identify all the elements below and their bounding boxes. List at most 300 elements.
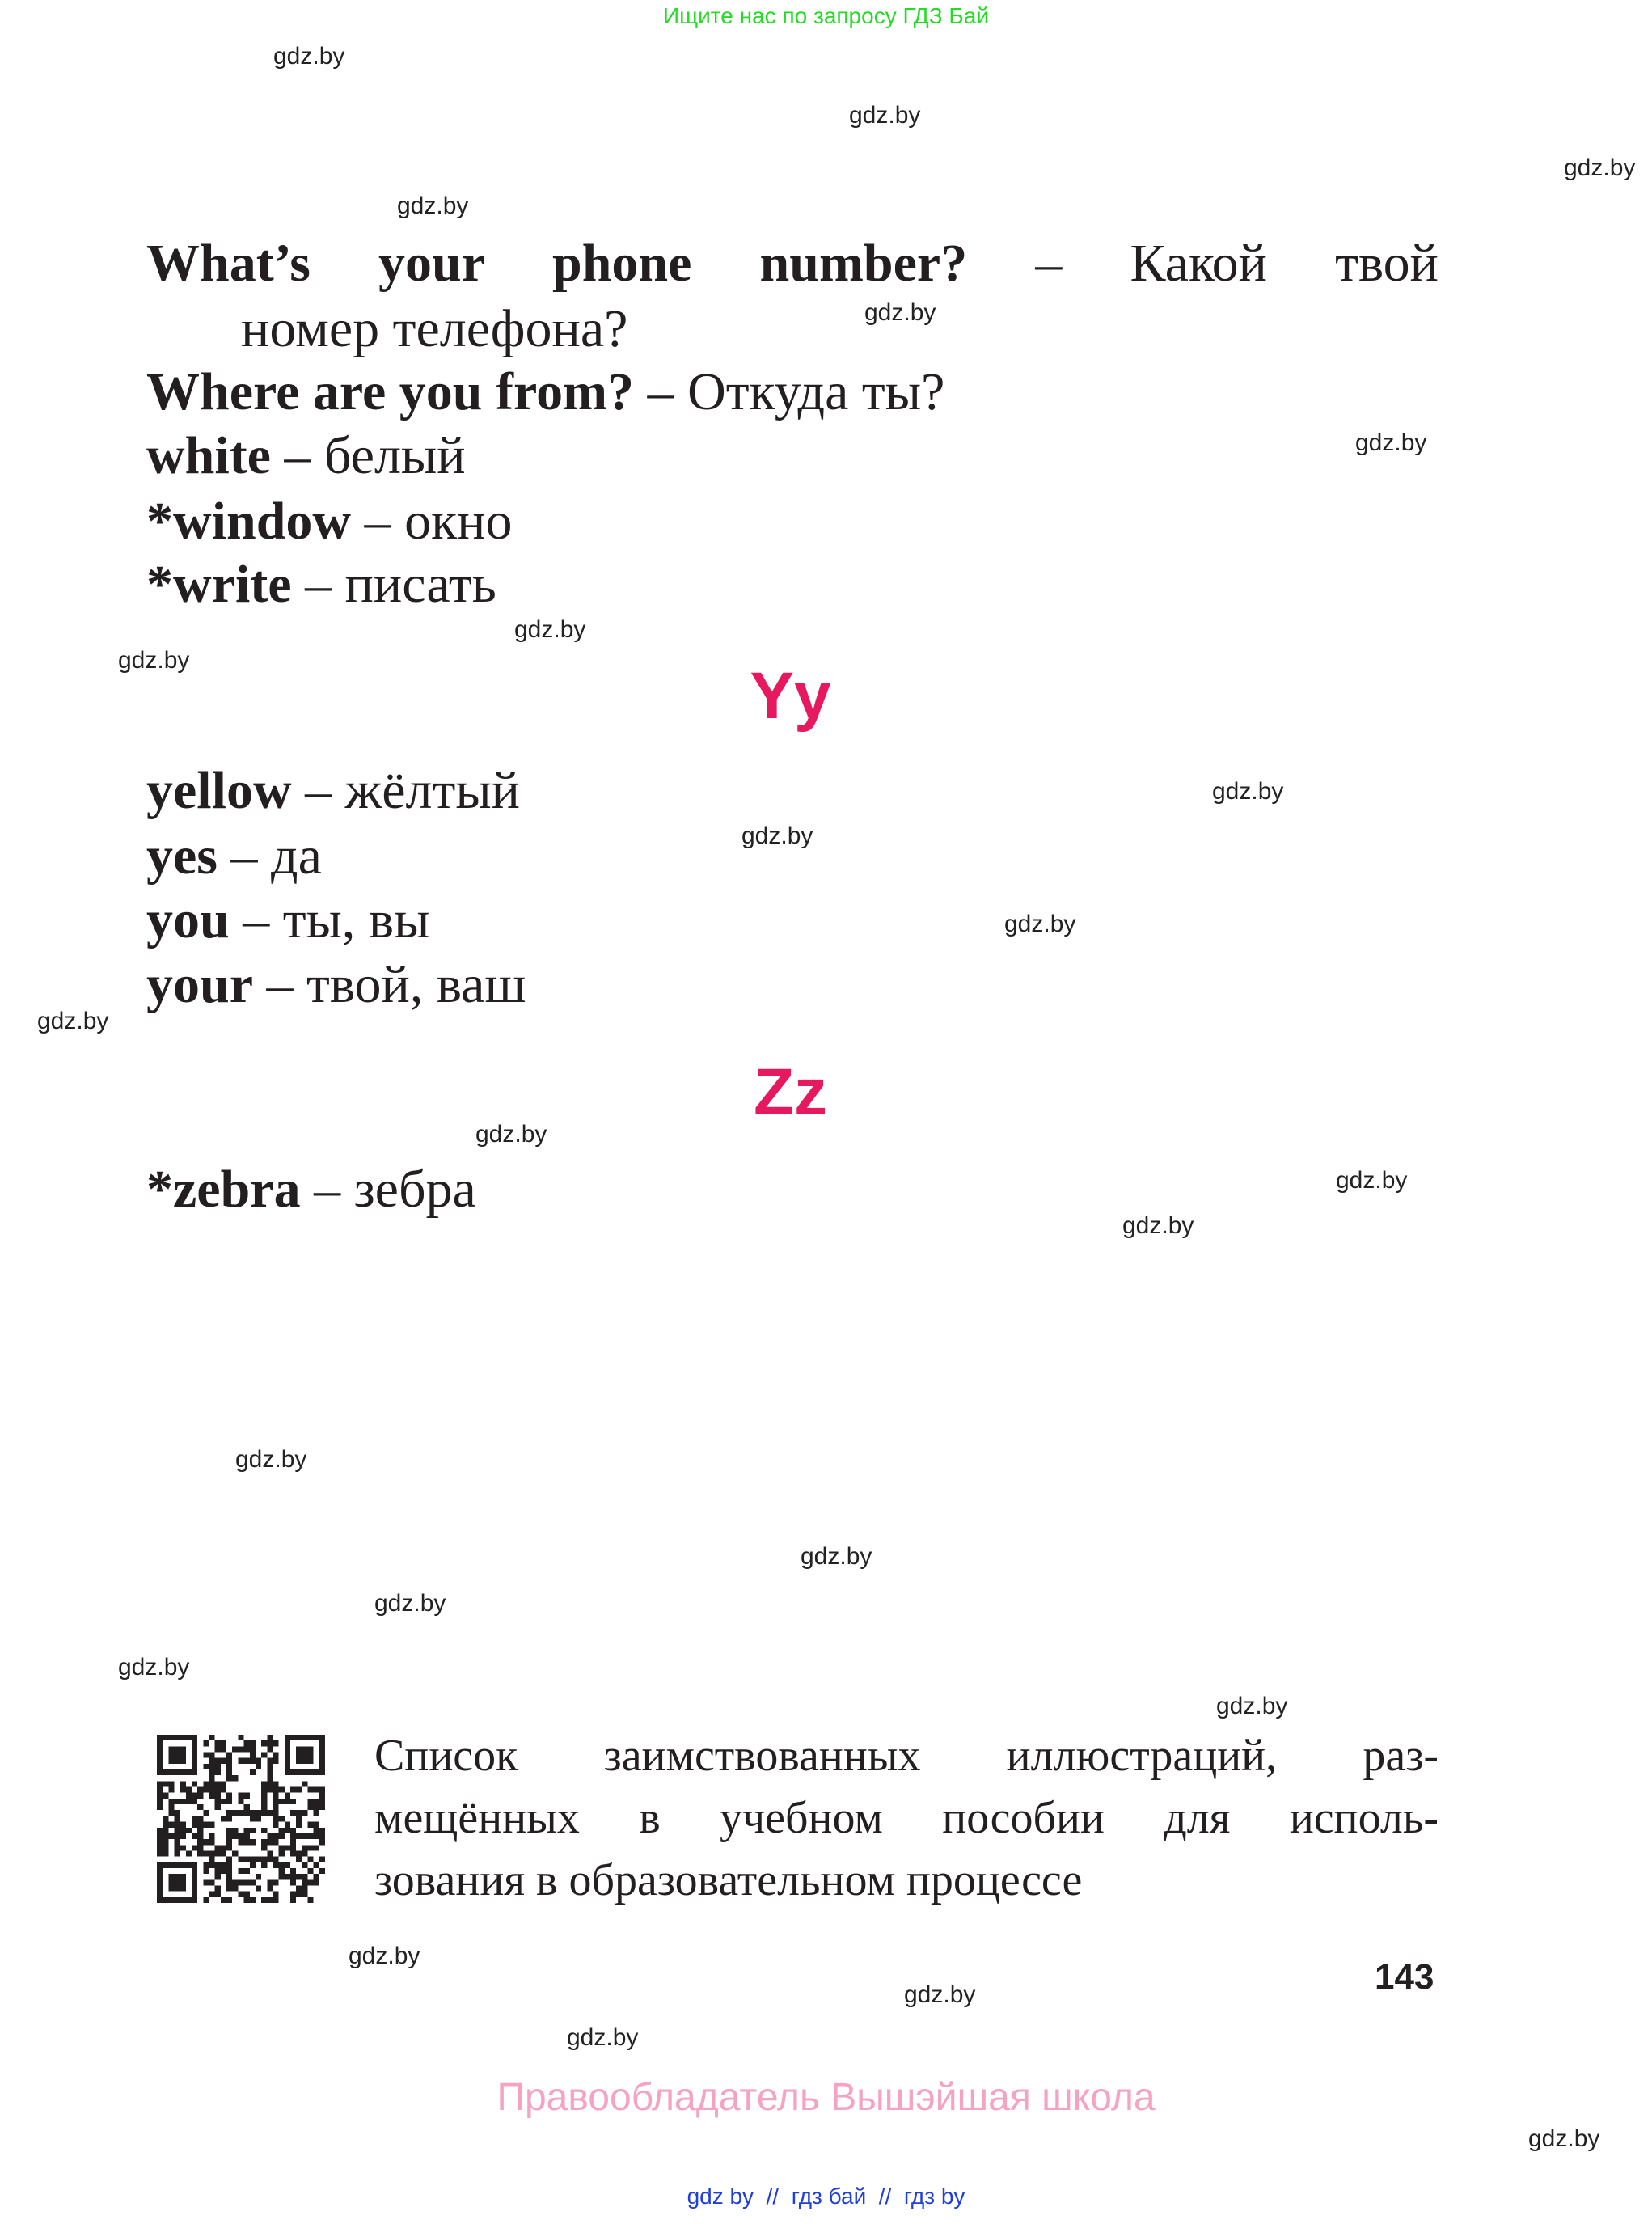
qr-module (307, 1879, 313, 1885)
watermark: gdz.by (475, 1121, 547, 1148)
qr-module (232, 1746, 238, 1752)
qr-module (279, 1874, 285, 1879)
qr-module (250, 1753, 256, 1758)
qr-module (232, 1885, 238, 1891)
qr-module (186, 1828, 192, 1833)
qr-module (215, 1850, 221, 1856)
qr-module (314, 1804, 319, 1810)
term: Where are you from? (146, 362, 635, 421)
vocab-entry (146, 761, 520, 820)
qr-module (273, 1753, 278, 1758)
qr-module (226, 1879, 232, 1885)
qr-module (273, 1897, 278, 1903)
qr-module (221, 1740, 226, 1746)
qr-module (157, 1793, 163, 1799)
watermark: gdz.by (273, 43, 345, 70)
qr-module (157, 1828, 163, 1833)
watermark: gdz.by (801, 1543, 872, 1570)
separator: – (291, 761, 345, 820)
qr-module (232, 1828, 238, 1833)
qr-module (186, 1787, 192, 1793)
qr-module (180, 1799, 186, 1804)
qr-module (267, 1810, 273, 1816)
qr-module (285, 1828, 290, 1833)
qr-module (168, 1781, 174, 1786)
qr-module (290, 1839, 296, 1845)
qr-module (186, 1850, 192, 1856)
qr-module (203, 1764, 209, 1769)
qr-module (221, 1816, 226, 1821)
qr-module (168, 1799, 174, 1804)
qr-module (307, 1804, 313, 1810)
qr-module (238, 1799, 243, 1804)
qr-module (261, 1753, 267, 1758)
qr-module (244, 1839, 250, 1845)
qr-module (302, 1850, 307, 1856)
qr-module (314, 1828, 319, 1833)
qr-module (197, 1787, 203, 1793)
qr-module (267, 1740, 273, 1746)
qr-module (226, 1753, 232, 1758)
term: *window (146, 492, 352, 551)
qr-module (244, 1897, 250, 1903)
qr-module (267, 1764, 273, 1769)
qr-module (157, 1799, 163, 1804)
qr-module (226, 1845, 232, 1850)
translation: писать (344, 555, 496, 614)
qr-module (314, 1787, 319, 1793)
translation: Откуда ты? (687, 362, 945, 421)
separator: – (270, 426, 324, 485)
qr-module (273, 1740, 278, 1746)
watermark: gdz.by (118, 1654, 190, 1681)
qr-module (279, 1862, 285, 1868)
qr-module (186, 1793, 192, 1799)
qr-module (261, 1799, 267, 1804)
qr-module (215, 1764, 221, 1769)
qr-module (203, 1897, 209, 1903)
qr-module (209, 1758, 215, 1764)
qr-module (267, 1787, 273, 1793)
qr-module (250, 1769, 256, 1775)
qr-module (175, 1810, 180, 1816)
qr-module (267, 1746, 273, 1752)
qr-module (197, 1845, 203, 1850)
qr-module (232, 1833, 238, 1839)
qr-module (302, 1879, 307, 1885)
qr-module (226, 1862, 232, 1868)
qr-module (285, 1822, 290, 1828)
qr-module (209, 1862, 215, 1868)
qr-module (215, 1787, 221, 1793)
qr-module (232, 1850, 238, 1856)
qr-module (221, 1781, 226, 1786)
qr-module (192, 1845, 197, 1850)
qr-module (215, 1793, 221, 1799)
qr-module (285, 1793, 290, 1799)
qr-module (226, 1758, 232, 1764)
qr-module (203, 1740, 209, 1746)
watermark: gdz.by (1336, 1167, 1408, 1194)
footer-links[interactable]: gdz by // гдз бай // гдз by (687, 2184, 965, 2209)
qr-module (163, 1816, 168, 1821)
qr-module (273, 1833, 278, 1839)
qr-module (290, 1799, 296, 1804)
qr-module (256, 1885, 261, 1891)
qr-module (163, 1845, 168, 1850)
qr-module (261, 1897, 267, 1903)
separator: – (351, 492, 405, 551)
watermark: gdz.by (1528, 2125, 1600, 2152)
qr-module (273, 1857, 278, 1862)
qr-module (221, 1758, 226, 1764)
watermark: gdz.by (118, 647, 190, 674)
separator: – (229, 890, 283, 949)
qr-module (215, 1845, 221, 1850)
qr-module (232, 1775, 238, 1781)
qr-module (261, 1828, 267, 1833)
qr-module (250, 1879, 256, 1885)
qr-module (197, 1850, 203, 1856)
qr-module (273, 1758, 278, 1764)
qr-module (296, 1816, 302, 1821)
watermark: gdz.by (849, 102, 921, 129)
qr-module (226, 1833, 232, 1839)
qr-module (244, 1740, 250, 1746)
top-banner[interactable]: Ищите нас по запросу ГДЗ Бай (662, 3, 990, 28)
qr-module (307, 1845, 313, 1850)
qr-module (244, 1833, 250, 1839)
qr-module (197, 1828, 203, 1833)
qr-module (279, 1787, 285, 1793)
qr-module (290, 1879, 296, 1885)
qr-module (157, 1845, 163, 1850)
qr-module (203, 1822, 209, 1828)
qr-module (302, 1845, 307, 1850)
qr-module (203, 1850, 209, 1856)
qr-module (314, 1822, 319, 1828)
qr-module (244, 1828, 250, 1833)
qr-module (290, 1787, 296, 1793)
qr-module (209, 1822, 215, 1828)
qr-module (290, 1810, 296, 1816)
qr-module (157, 1839, 163, 1845)
qr-module (244, 1868, 250, 1874)
qr-module (226, 1799, 232, 1804)
term: *zebra (146, 1160, 301, 1219)
watermark: gdz.by (864, 299, 936, 326)
qr-module (261, 1845, 267, 1850)
qr-module (192, 1833, 197, 1839)
translation: жёлтый (344, 761, 520, 820)
watermark: gdz.by (37, 1008, 109, 1034)
qr-module (273, 1879, 278, 1885)
qr-module (163, 1833, 168, 1839)
qr-module (168, 1810, 174, 1816)
qr-module (209, 1753, 215, 1758)
qr-module (203, 1879, 209, 1885)
qr-module (273, 1781, 278, 1786)
qr-module (296, 1885, 302, 1891)
qr-module (290, 1868, 296, 1874)
qr-module (238, 1892, 243, 1897)
qr-module (238, 1839, 243, 1845)
qr-module (157, 1781, 163, 1786)
qr-module (215, 1874, 221, 1879)
qr-module (215, 1758, 221, 1764)
qr-module (163, 1828, 168, 1833)
qr-module (244, 1793, 250, 1799)
qr-module (157, 1787, 163, 1793)
qr-module (215, 1892, 221, 1897)
qr-finder (168, 1874, 186, 1892)
qr-module (273, 1787, 278, 1793)
watermark: gdz.by (514, 616, 586, 643)
qr-module (226, 1885, 232, 1891)
qr-module (238, 1746, 243, 1752)
qr-code[interactable] (157, 1735, 325, 1903)
qr-module (168, 1804, 174, 1810)
qr-module (307, 1822, 313, 1828)
letter-heading-z: Zz (753, 1055, 828, 1129)
qr-module (197, 1833, 203, 1839)
qr-module (319, 1804, 325, 1810)
qr-module (163, 1850, 168, 1856)
qr-module (302, 1810, 307, 1816)
qr-module (267, 1775, 273, 1781)
qr-module (180, 1787, 186, 1793)
watermark: gdz.by (904, 1981, 976, 2008)
qr-module (221, 1746, 226, 1752)
qr-module (175, 1828, 180, 1833)
qr-module (226, 1897, 232, 1903)
qr-module (221, 1868, 226, 1874)
qr-module (307, 1868, 313, 1874)
qr-module (209, 1879, 215, 1885)
qr-module (203, 1753, 209, 1758)
translation: Какой твой (1130, 234, 1439, 293)
qr-module (250, 1857, 256, 1862)
qr-module (267, 1781, 273, 1786)
qr-module (267, 1897, 273, 1903)
qr-module (163, 1793, 168, 1799)
qr-module (175, 1845, 180, 1850)
qr-module (290, 1833, 296, 1839)
qr-module (238, 1868, 243, 1874)
watermark: gdz.by (397, 192, 469, 219)
watermark: gdz.by (1122, 1212, 1194, 1239)
qr-module (250, 1746, 256, 1752)
qr-module (180, 1833, 186, 1839)
illustrations-note[interactable] (374, 1725, 1439, 1912)
watermark: gdz.by (349, 1943, 420, 1969)
qr-module (273, 1816, 278, 1821)
qr-module (302, 1781, 307, 1786)
qr-module (209, 1775, 215, 1781)
qr-module (192, 1822, 197, 1828)
qr-module (215, 1746, 221, 1752)
qr-module (250, 1816, 256, 1821)
qr-module (215, 1804, 221, 1810)
qr-module (290, 1892, 296, 1897)
qr-module (290, 1845, 296, 1850)
qr-module (209, 1857, 215, 1862)
vocab-entry (146, 955, 526, 1014)
qr-module (192, 1793, 197, 1799)
qr-module (163, 1781, 168, 1786)
qr-module (314, 1879, 319, 1885)
qr-module (180, 1828, 186, 1833)
qr-module (226, 1839, 232, 1845)
qr-module (307, 1897, 313, 1903)
qr-module (279, 1868, 285, 1874)
qr-module (175, 1799, 180, 1804)
qr-module (261, 1740, 267, 1746)
translation: да (270, 827, 322, 886)
qr-module (238, 1735, 243, 1740)
qr-module (302, 1885, 307, 1891)
watermark: gdz.by (741, 822, 813, 849)
qr-module (175, 1816, 180, 1821)
qr-module (307, 1857, 313, 1862)
qr-module (180, 1822, 186, 1828)
qr-module (307, 1799, 313, 1804)
qr-module (296, 1850, 302, 1856)
vocab-entry (146, 827, 322, 886)
qr-module (267, 1769, 273, 1775)
qr-module (314, 1874, 319, 1879)
qr-module (296, 1857, 302, 1862)
qr-module (273, 1892, 278, 1897)
qr-module (279, 1828, 285, 1833)
qr-module (256, 1758, 261, 1764)
qr-module (250, 1897, 256, 1903)
qr-module (209, 1892, 215, 1897)
vocab-entry (146, 1160, 476, 1219)
qr-module (307, 1787, 313, 1793)
qr-module (290, 1850, 296, 1856)
watermark: gdz.by (235, 1446, 307, 1473)
qr-module (209, 1839, 215, 1845)
qr-module (238, 1833, 243, 1839)
qr-module (157, 1850, 163, 1856)
qr-module (314, 1845, 319, 1850)
watermark: gdz.by (567, 2024, 639, 2051)
qr-module (285, 1799, 290, 1804)
qr-module (267, 1839, 273, 1845)
qr-module (168, 1787, 174, 1793)
qr-module (319, 1833, 325, 1839)
qr-module (209, 1850, 215, 1856)
qr-module (267, 1879, 273, 1885)
qr-module (307, 1833, 313, 1839)
watermark: gdz.by (1212, 778, 1284, 805)
qr-module (197, 1816, 203, 1821)
qr-module (279, 1850, 285, 1856)
qr-module (175, 1833, 180, 1839)
qr-module (209, 1735, 215, 1740)
qr-module (296, 1787, 302, 1793)
qr-module (226, 1775, 232, 1781)
qr-module (256, 1874, 261, 1879)
qr-module (197, 1804, 203, 1810)
qr-module (232, 1879, 238, 1885)
qr-module (261, 1839, 267, 1845)
note-line: Список заимствованных иллюстраций, раз- (374, 1731, 1439, 1781)
separator: – (634, 362, 688, 421)
qr-module (250, 1758, 256, 1764)
qr-module (175, 1822, 180, 1828)
qr-module (256, 1810, 261, 1816)
qr-module (157, 1804, 163, 1810)
qr-module (215, 1862, 221, 1868)
qr-module (267, 1850, 273, 1856)
qr-module (319, 1799, 325, 1804)
qr-module (180, 1845, 186, 1850)
qr-module (261, 1787, 267, 1793)
qr-module (163, 1839, 168, 1845)
qr-module (319, 1857, 325, 1862)
qr-module (290, 1828, 296, 1833)
vocab-entry (146, 492, 513, 551)
qr-module (203, 1868, 209, 1874)
qr-module (261, 1781, 267, 1786)
qr-module (314, 1799, 319, 1804)
qr-module (285, 1874, 290, 1879)
qr-module (209, 1833, 215, 1839)
qr-module (279, 1799, 285, 1804)
qr-module (279, 1833, 285, 1839)
qr-module (209, 1793, 215, 1799)
note-line: мещённых в учебном пособии для исполь- (374, 1793, 1439, 1843)
qr-module (203, 1787, 209, 1793)
qr-module (238, 1810, 243, 1816)
qr-module (279, 1845, 285, 1850)
qr-module (290, 1874, 296, 1879)
qr-module (192, 1781, 197, 1786)
qr-module (209, 1787, 215, 1793)
qr-module (221, 1862, 226, 1868)
qr-module (244, 1746, 250, 1752)
qr-module (273, 1822, 278, 1828)
separator: – (217, 827, 271, 886)
term: yellow (146, 761, 292, 820)
qr-module (226, 1810, 232, 1816)
term: you (146, 890, 230, 949)
qr-module (238, 1758, 243, 1764)
term: your (146, 955, 253, 1014)
watermark: gdz.by (1216, 1693, 1288, 1719)
qr-module (250, 1828, 256, 1833)
term: white (146, 426, 271, 485)
qr-module (221, 1850, 226, 1856)
qr-module (296, 1833, 302, 1839)
qr-module (244, 1857, 250, 1862)
qr-module (244, 1810, 250, 1816)
qr-module (302, 1833, 307, 1839)
qr-module (314, 1862, 319, 1868)
note-line: зования в образовательном процессе (374, 1855, 1083, 1905)
qr-module (163, 1822, 168, 1828)
qr-module (226, 1857, 232, 1862)
term: yes (146, 827, 218, 886)
qr-module (157, 1833, 163, 1839)
watermark: gdz.by (1355, 429, 1427, 456)
qr-module (215, 1769, 221, 1775)
qr-module (244, 1804, 250, 1810)
qr-module (209, 1764, 215, 1769)
vocab-entry (146, 555, 496, 614)
